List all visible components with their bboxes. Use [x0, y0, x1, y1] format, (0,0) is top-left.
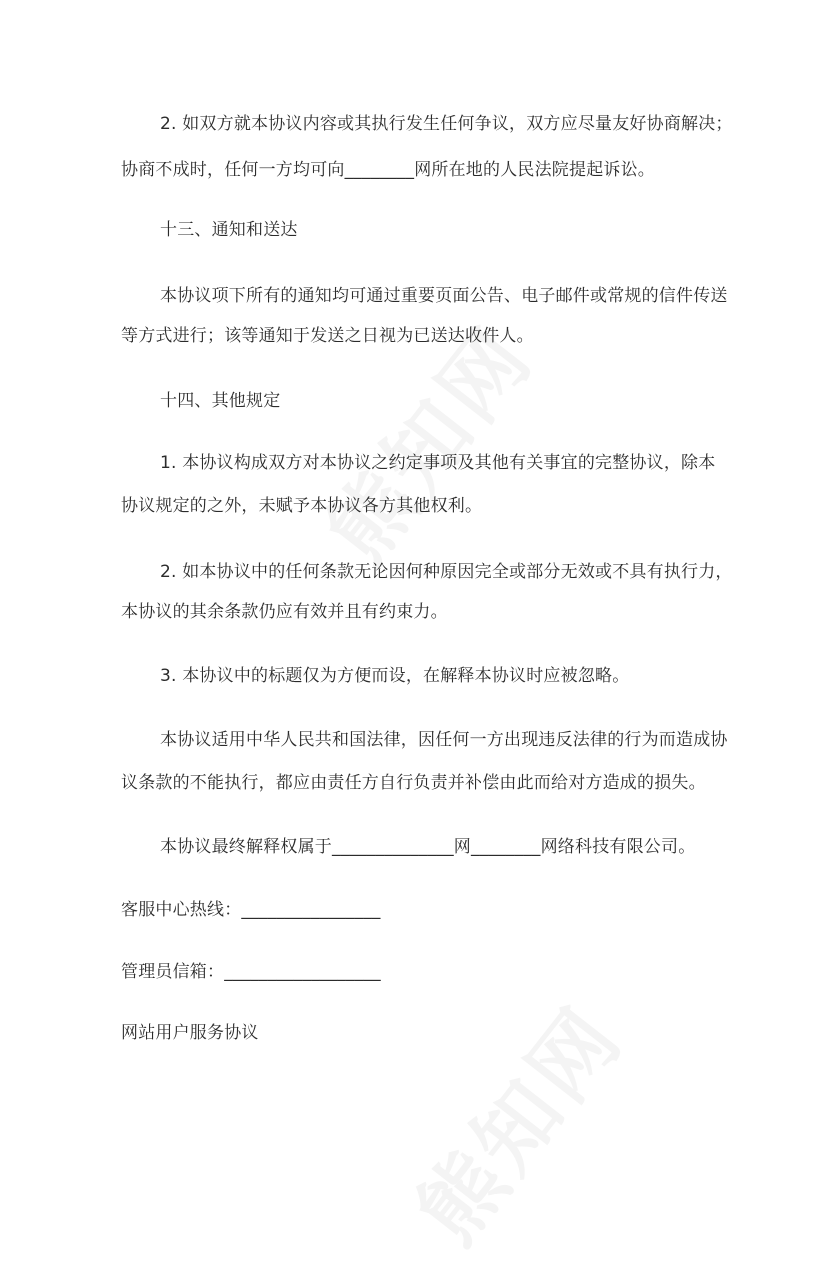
paragraph-line: 2. 如本协议中的任何条款无论因何种原因完全或部分无效或不具有执行力，: [160, 562, 733, 582]
paragraph-line: 协议规定的之外，未赋予本协议各方其他权利。: [121, 496, 483, 516]
paragraph-line: 本协议项下所有的通知均可通过重要页面公告、电子邮件或常规的信件传送: [160, 286, 728, 306]
paragraph-line: 本协议最终解释权属于______________网________网络科技有限公司。: [160, 837, 696, 857]
admin-email-line: 管理员信箱：__________________: [121, 962, 381, 982]
paragraph-line: 3. 本协议中的标题仅为方便而设，在解释本协议时应被忽略。: [160, 666, 630, 686]
paragraph-line: 2. 如双方就本协议内容或其执行发生任何争议，双方应尽量友好协商解决；: [160, 114, 733, 134]
paragraph-line: 本协议适用中华人民共和国法律，因任何一方出现违反法律的行为而造成协: [160, 730, 728, 750]
paragraph-line: 1. 本协议构成双方对本协议之约定事项及其他有关事宜的完整协议，除本: [160, 453, 716, 473]
section-heading: 十三、通知和送达: [160, 220, 298, 240]
paragraph-line: 本协议的其余条款仍应有效并且有约束力。: [121, 602, 448, 622]
section-heading: 十四、其他规定: [160, 391, 281, 411]
paragraph-line: 议条款的不能执行，都应由责任方自行负责并补偿由此而给对方造成的损失。: [121, 773, 706, 793]
watermark: [384, 977, 646, 1264]
hotline-line: 客服中心热线：________________: [121, 900, 381, 920]
document-title: 网站用户服务协议: [121, 1023, 259, 1043]
paragraph-line: 等方式进行；该等通知于发送之日视为已送达收件人。: [121, 326, 534, 346]
paragraph-line: 协商不成时，任何一方均可向________网所在地的人民法院提起诉讼。: [121, 160, 655, 180]
